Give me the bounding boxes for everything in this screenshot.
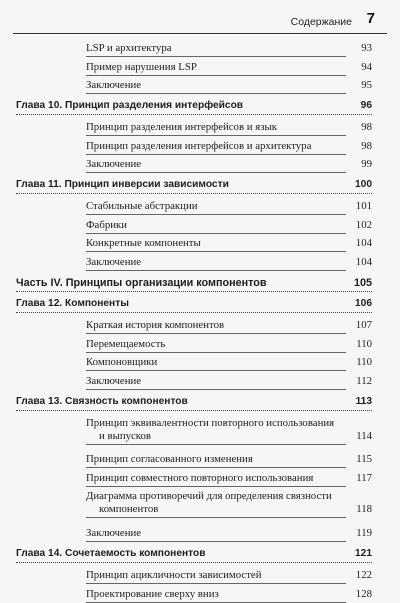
header-page-number: 7 xyxy=(366,10,375,27)
toc-entry-title: Заключение xyxy=(86,79,142,91)
dotted-leader xyxy=(16,312,372,313)
entry-underline xyxy=(86,135,346,136)
entry-underline xyxy=(86,541,346,542)
toc-entry-page: 94 xyxy=(361,61,372,73)
entry-underline xyxy=(86,214,346,215)
toc-entry-title: Пример нарушения LSP xyxy=(86,61,197,73)
toc-entry-title: Принцип совместного повторного использования xyxy=(86,472,314,484)
toc-entry-title: Заключение xyxy=(86,375,142,387)
toc-entry-title: Проектирование сверху вниз xyxy=(86,588,219,600)
toc-entry-page: 113 xyxy=(355,396,372,407)
toc-entry-title: Диаграмма противоречий для определения связности xyxy=(86,490,332,502)
dotted-leader xyxy=(16,562,372,563)
toc-entry-page: 110 xyxy=(356,356,372,368)
entry-underline xyxy=(86,154,346,155)
toc-entry-page: 114 xyxy=(356,430,372,442)
toc-entry-title: Конкретные компоненты xyxy=(86,237,201,249)
dotted-leader xyxy=(16,410,372,411)
entry-underline xyxy=(86,172,346,173)
entry-underline xyxy=(86,444,346,445)
toc-entry-page: 112 xyxy=(356,375,372,387)
toc-entry-page: 110 xyxy=(356,338,372,350)
toc-entry-title: Принцип ацикличности зависимостей xyxy=(86,569,262,581)
toc-entry-page: 100 xyxy=(355,179,372,190)
entry-underline xyxy=(86,352,346,353)
dotted-leader xyxy=(16,114,372,115)
toc-entry-page: 104 xyxy=(355,256,372,268)
toc-entry-title-continued: и выпусков xyxy=(99,430,151,442)
toc-entry-page: 107 xyxy=(355,319,372,331)
toc-entry-title: Глава 10. Принцип разделения интерфейсов xyxy=(16,100,244,111)
toc-entry-page: 119 xyxy=(356,527,372,539)
toc-entry-title: Принцип эквивалентности повторного использования xyxy=(86,417,335,429)
entry-underline xyxy=(86,486,346,487)
toc-entry-page: 104 xyxy=(355,237,372,249)
header-title: Содержание xyxy=(290,16,352,28)
toc-entry-page: 98 xyxy=(361,121,372,133)
toc-entry-page: 106 xyxy=(355,298,372,309)
toc-entry-title: Принцип разделения интерфейсов и архитектура xyxy=(86,140,312,152)
toc-entry-page: 99 xyxy=(361,158,372,170)
toc-entry-title: Компоновщики xyxy=(86,356,158,368)
entry-underline xyxy=(86,251,346,252)
entry-underline xyxy=(86,333,346,334)
entry-underline xyxy=(86,370,346,371)
entry-underline xyxy=(86,583,346,584)
entry-underline xyxy=(86,467,346,468)
toc-entry-title-continued: компонентов xyxy=(99,503,159,515)
entry-underline xyxy=(86,517,346,518)
toc-entry-title: Часть IV. Принципы организации компонентов xyxy=(16,277,267,289)
toc-entry-page: 118 xyxy=(356,503,372,515)
toc-entry-page: 105 xyxy=(353,277,372,289)
toc-entry-page: 128 xyxy=(355,588,372,600)
toc-entry-page: 117 xyxy=(356,472,372,484)
toc-entry-title: Глава 12. Компоненты xyxy=(16,298,129,309)
toc-entry-title: Заключение xyxy=(86,527,142,539)
toc-entry-title: Глава 14. Сочетаемость компонентов xyxy=(16,548,206,559)
toc-entry-page: 102 xyxy=(355,219,372,231)
toc-entry-title: Заключение xyxy=(86,256,142,268)
entry-underline xyxy=(86,93,346,94)
entry-underline xyxy=(86,389,346,390)
entry-underline xyxy=(86,56,346,57)
toc-entry-title: Краткая история компонентов xyxy=(86,319,225,331)
entry-underline xyxy=(86,75,346,76)
toc-entry-page: 95 xyxy=(361,79,372,91)
toc-entry-page: 96 xyxy=(360,100,372,111)
toc-entry-page: 121 xyxy=(355,548,372,559)
toc-entry-page: 101 xyxy=(355,200,372,212)
dotted-leader xyxy=(16,291,372,292)
toc-entry-title: Стабильные абстракции xyxy=(86,200,198,212)
toc-entry-page: 122 xyxy=(355,569,372,581)
toc-entry-title: LSP и архитектура xyxy=(86,42,172,54)
toc-entry-title: Перемещаемость xyxy=(86,338,166,350)
toc-entry-title: Принцип согласованного изменения xyxy=(86,453,253,465)
toc-entry-title: Принцип разделения интерфейсов и язык xyxy=(86,121,277,133)
toc-entry-page: 93 xyxy=(361,42,372,54)
toc-entry-title: Заключение xyxy=(86,158,142,170)
entry-underline xyxy=(86,233,346,234)
toc-entry-title: Глава 11. Принцип инверсии зависимости xyxy=(16,179,229,190)
entry-underline xyxy=(86,270,346,271)
toc-entry-page: 115 xyxy=(356,453,372,465)
toc-entry-title: Глава 13. Связность компонентов xyxy=(16,396,188,407)
toc-entry-title: Фабрики xyxy=(86,219,128,231)
dotted-leader xyxy=(16,193,372,194)
toc-entry-page: 98 xyxy=(361,140,372,152)
